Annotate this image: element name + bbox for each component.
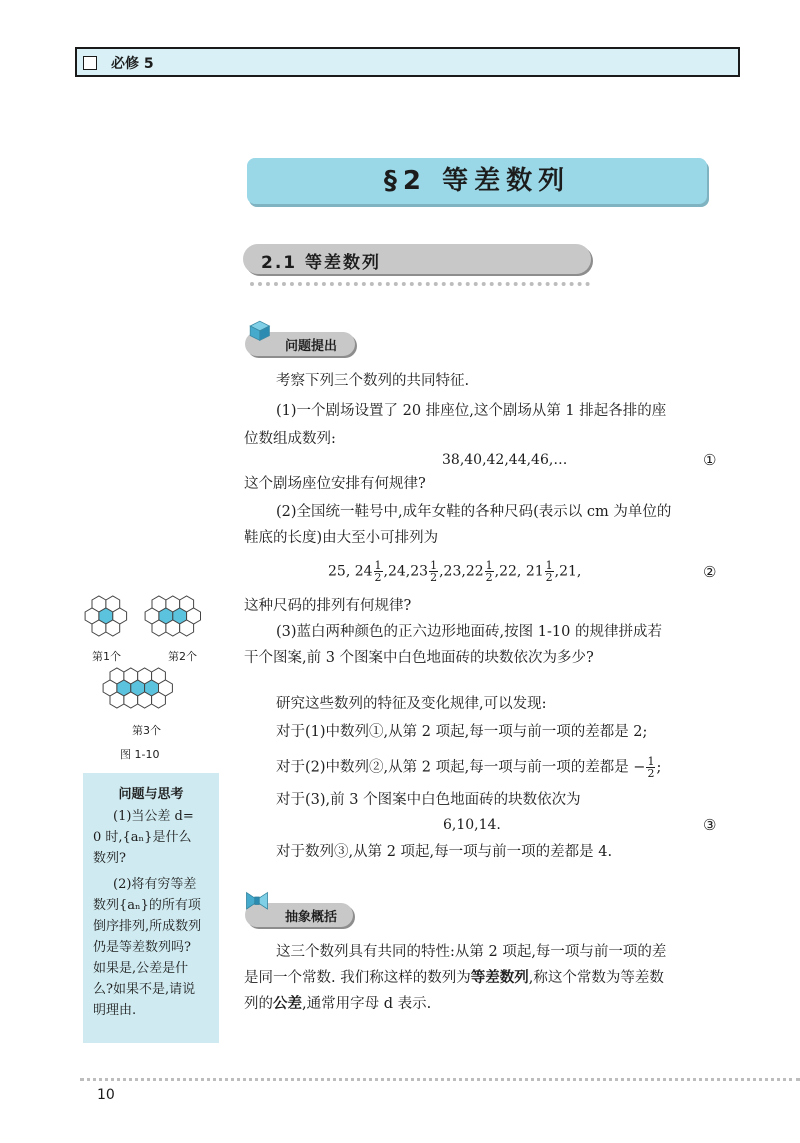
seq2-term: ,23, xyxy=(439,563,466,580)
seq2-term: ,22, xyxy=(494,563,522,580)
figure-label-3: 第3个 xyxy=(132,724,161,737)
tag-abstract-label: 抽象概括 xyxy=(285,910,338,925)
fraction: $\frac{1}{2}$ xyxy=(485,559,493,584)
problem-1b: 位数组成数列: xyxy=(244,431,336,447)
subsection-title: 2.1 等差数列 xyxy=(261,253,382,273)
problem-2-question: 这种尺码的排列有何规律? xyxy=(244,598,412,614)
hexagon-figure xyxy=(80,590,230,740)
white-hexagon xyxy=(124,692,138,708)
seq2-term: ,24, xyxy=(383,563,411,580)
sequence-1: 38,40,42,44,46,… xyxy=(442,452,568,468)
header-square-icon xyxy=(83,56,97,70)
white-hexagon xyxy=(180,620,194,636)
problem-1a: (1)一个剧场设置了 20 排座位,这个剧场从第 1 排起各排的座 xyxy=(276,403,667,419)
think-box-title: 问题与思考 xyxy=(118,787,184,802)
analysis-2-end: ; xyxy=(656,759,662,776)
fraction: $\frac{1}{2}$ xyxy=(545,559,553,584)
white-hexagon xyxy=(110,692,124,708)
white-hexagon xyxy=(106,620,120,636)
page-number: 10 xyxy=(97,1087,115,1103)
think-line: 数列? xyxy=(93,851,126,866)
pattern-1 xyxy=(85,596,127,636)
problem-2b: 鞋底的长度)由大至小可排列为 xyxy=(244,530,439,546)
think-line: 仍是等差数列吗? xyxy=(93,940,191,955)
think-box xyxy=(83,773,219,1043)
problem-1-question: 这个剧场座位安排有何规律? xyxy=(244,476,426,492)
footer-divider xyxy=(80,1078,800,1081)
seq2-term: ,21, xyxy=(554,563,582,580)
definition-2 xyxy=(244,968,664,988)
white-hexagon xyxy=(152,692,166,708)
definition-2-text-end: ,称这个常数为等差数 xyxy=(528,970,664,986)
problem-2a: (2)全国统一鞋号中,成年女鞋的各种尺码(表示以 cm 为单位的 xyxy=(276,504,672,520)
definition-3 xyxy=(244,994,431,1014)
definition-2-text: 是同一个常数. 我们称这样的数列为 xyxy=(244,970,471,986)
label-1: ① xyxy=(703,451,717,469)
figure-label-2: 第2个 xyxy=(168,650,197,663)
label-3: ③ xyxy=(703,816,717,834)
bowtie-icon xyxy=(244,888,270,912)
sequence-2 xyxy=(328,560,581,583)
seq2-term: 22 xyxy=(465,563,484,580)
problem-3b: 干个图案,前 3 个图案中白色地面砖的块数依次为多少? xyxy=(244,650,594,666)
think-line: 0 时,{aₙ}是什么 xyxy=(93,830,192,845)
fraction: $\frac{1}{2}$ xyxy=(374,559,382,584)
problem-intro: 考察下列三个数列的共同特征. xyxy=(276,373,470,389)
analysis-2 xyxy=(276,756,661,779)
analysis-2-text: 对于(2)中数列②,从第 2 项起,每一项与前一项的差都是 − xyxy=(276,759,646,776)
label-2: ② xyxy=(703,563,717,581)
subsection-divider xyxy=(250,282,590,286)
definition-3-text-end: ,通常用字母 d 表示. xyxy=(302,996,432,1012)
term-common-difference: 公差 xyxy=(273,995,302,1012)
subsection-header xyxy=(243,244,591,274)
pattern-3 xyxy=(103,668,172,708)
sequence-3: 6,10,14. xyxy=(443,817,501,833)
figure-caption: 图 1-10 xyxy=(120,748,160,761)
think-line: 么?如果不是,请说 xyxy=(93,982,196,997)
header-bar xyxy=(75,47,740,77)
definition-1: 这三个数列具有共同的特性:从第 2 项起,每一项与前一项的差 xyxy=(276,944,667,960)
seq2-term: 25, xyxy=(328,563,351,580)
think-line: 倒序排列,所成数列 xyxy=(93,919,202,934)
analysis-4: 对于数列③,从第 2 项起,每一项与前一项的差都是 4. xyxy=(276,844,613,860)
term-arithmetic-sequence: 等差数列 xyxy=(470,969,529,986)
think-line: (1)当公差 d= xyxy=(113,809,194,824)
analysis-3: 对于(3),前 3 个图案中白色地面砖的块数依次为 xyxy=(276,792,581,808)
section-title: §2 等差数列 xyxy=(247,158,707,204)
pattern-2 xyxy=(145,596,200,636)
white-hexagon xyxy=(92,620,106,636)
think-line: 如果是,公差是什 xyxy=(93,961,189,976)
seq2-term: 23 xyxy=(410,563,429,580)
think-line: 数列{aₙ}的所有项 xyxy=(93,898,201,913)
white-hexagon xyxy=(138,692,152,708)
white-hexagon xyxy=(152,620,166,636)
fraction: $\frac{1}{2}$ xyxy=(647,755,655,780)
think-line: (2)将有穷等差 xyxy=(113,877,197,892)
seq2-term: 21 xyxy=(525,563,544,580)
white-hexagon xyxy=(166,620,180,636)
think-line: 明理由. xyxy=(93,1003,137,1018)
tag-question-label: 问题提出 xyxy=(285,339,338,354)
header-label: 必修 5 xyxy=(111,56,154,72)
fraction: $\frac{1}{2}$ xyxy=(430,559,438,584)
analysis-intro: 研究这些数列的特征及变化规律,可以发现: xyxy=(276,696,547,712)
figure-label-1: 第1个 xyxy=(92,650,121,663)
seq2-term: 24 xyxy=(354,563,373,580)
cube-icon xyxy=(246,318,272,342)
problem-3a: (3)蓝白两种颜色的正六边形地面砖,按图 1-10 的规律拼成若 xyxy=(276,624,662,640)
analysis-1: 对于(1)中数列①,从第 2 项起,每一项与前一项的差都是 2; xyxy=(276,724,648,740)
definition-3-text: 列的 xyxy=(244,996,273,1012)
